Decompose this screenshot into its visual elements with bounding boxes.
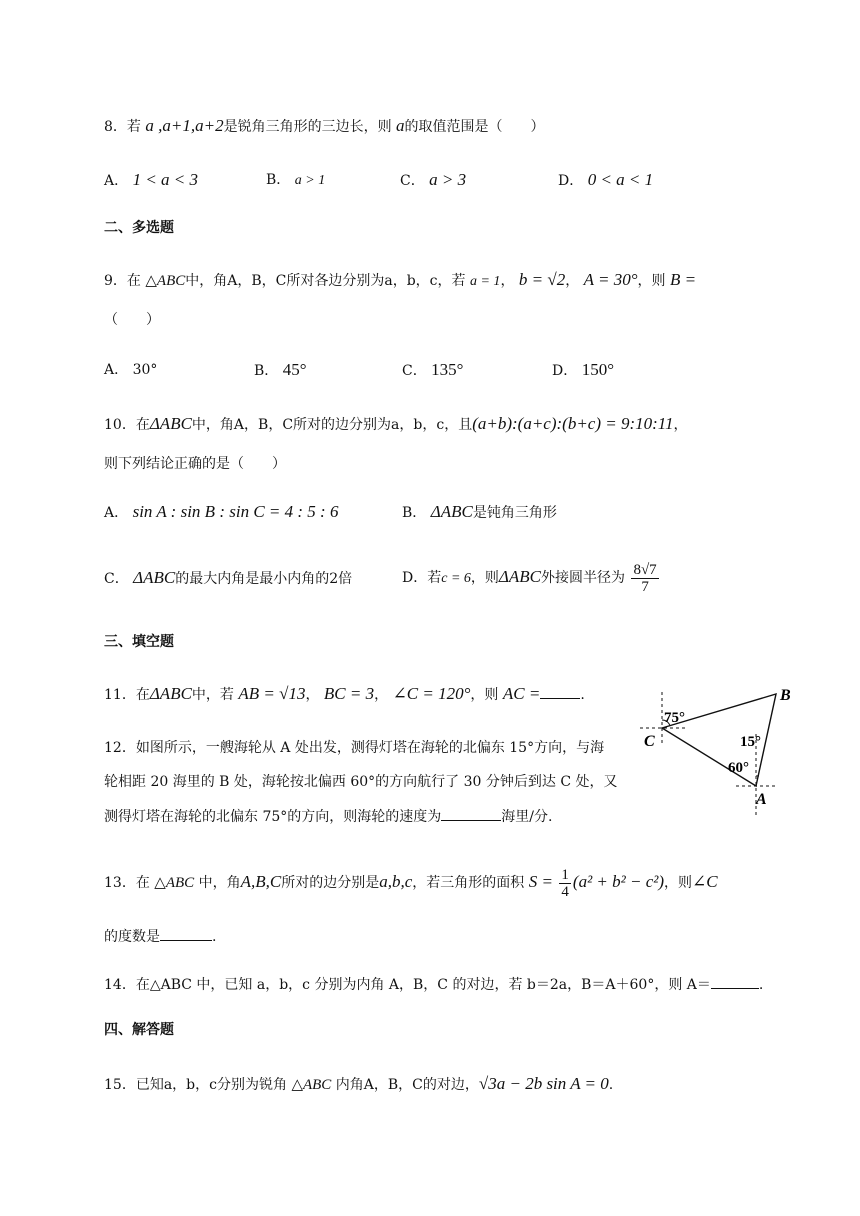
q10-triangle: ΔABC: [149, 414, 192, 433]
section-solutions: 四、解答题: [104, 1022, 174, 1038]
q13-text5: ，则: [664, 875, 693, 891]
q8-option-d-label: D．: [558, 173, 584, 189]
figure-label-a: A: [756, 791, 767, 808]
q8-option-b-math: a > 1: [294, 173, 326, 188]
q12-line3-text: 测得灯塔在海轮的北偏东 75°的方向，则海轮的速度为: [104, 809, 442, 825]
q15-triangle: △ABC: [291, 1077, 332, 1093]
q10-option-b-text: 是钝角三角形: [472, 505, 557, 521]
q8-option-d-math: 0 < a < 1: [587, 170, 654, 189]
q10-option-b-tri: ΔABC: [430, 502, 473, 521]
figure-label-b: B: [780, 687, 791, 704]
figure-angle-15: 15°: [740, 734, 761, 750]
q12-line3: [104, 806, 552, 827]
q10-option-c: [104, 568, 352, 589]
q13-text4: ，若三角形的面积: [412, 875, 525, 891]
q9-option-b-label: B．: [254, 363, 279, 379]
q13-text1: 在: [135, 875, 150, 891]
q13-angle-c: ∠C: [692, 872, 718, 891]
q8-option-a: [104, 170, 198, 191]
q9-cond-b: b = √2: [518, 270, 566, 289]
q10-option-b: [402, 502, 557, 523]
q9-option-c-label: C．: [402, 363, 427, 379]
q11-ask: AC =: [502, 684, 541, 703]
q10-option-d-numerator: 8√7: [633, 561, 657, 578]
q11-text2: 中，若: [191, 687, 234, 703]
q15-text2: a，b，c分别为锐角: [163, 1077, 287, 1093]
q13-line2-text: 的度数是: [104, 929, 160, 945]
q11-answer-blank[interactable]: [540, 684, 580, 699]
q9-option-a: [104, 360, 157, 380]
q10-option-d: [402, 558, 661, 598]
q13-text3: 所对的边分别是: [281, 875, 380, 891]
q10-option-c-label: C．: [104, 571, 129, 587]
q8-option-c-label: C．: [400, 173, 425, 189]
q15-text1: 已知: [135, 1077, 164, 1093]
q8-tail: 是锐角三角形的三边长，则: [223, 119, 392, 135]
q10-text3: A，B，C所对的边分别为: [233, 417, 392, 433]
q8-option-a-math: 1 < a < 3: [132, 170, 199, 189]
q9-text4: ，则: [637, 273, 666, 289]
q9-cond-a: a = 1: [469, 274, 501, 289]
question-13-line: [104, 860, 718, 905]
q15-text3: 内角A，B，C的对边，: [335, 1077, 479, 1093]
q11-triangle: ΔABC: [149, 684, 192, 703]
q9-text1: 在: [126, 273, 141, 289]
q10-option-d-cond: c = 6: [441, 571, 471, 586]
q9-ask: B =: [669, 270, 697, 289]
q13-line2: [104, 926, 216, 947]
q9-option-c-math: 135°: [431, 360, 464, 379]
q10-option-d-pre: 若: [427, 570, 442, 586]
q9-option-d-math: 150°: [581, 360, 614, 379]
q13-number: 13．: [104, 875, 136, 891]
q15-end: .: [608, 1077, 614, 1093]
q13-text2: 中，角: [198, 875, 241, 891]
q13-fraction-denominator: 4: [561, 883, 569, 900]
q10-option-d-denominator: 7: [641, 578, 649, 595]
q13-fraction: [559, 867, 571, 900]
q13-fraction-numerator: 1: [561, 866, 569, 883]
q8-var: a: [396, 116, 405, 135]
q11-end: .: [580, 687, 585, 703]
q8-number: 8．: [104, 119, 127, 135]
q11-cond-ab: AB = √13: [238, 684, 306, 703]
q10-option-d-mid: ，则: [470, 570, 499, 586]
q10-text4: a，b，c，且: [391, 417, 473, 433]
q9-triangle: △ABC: [145, 273, 186, 289]
q10-option-d-tri: ΔABC: [498, 567, 541, 586]
q11-number: 11．: [104, 687, 136, 703]
q8-option-a-label: A．: [104, 173, 129, 189]
q10-option-a: [104, 502, 338, 523]
q9-option-a-math: 30°: [132, 362, 158, 378]
q8-lead: 若: [126, 119, 141, 135]
q10-option-b-label: B．: [402, 505, 427, 521]
question-11-line: 11．在ΔABC中，若 AB = √13， BC = 3， ∠C = 120°，则 AC = .: [104, 684, 585, 703]
q10-text2: 中，角: [191, 417, 234, 433]
q9-option-d-label: D．: [552, 363, 578, 379]
figure-angle-75: 75°: [664, 710, 685, 726]
navigation-figure: [632, 684, 802, 826]
q10-option-a-math: sin A : sin B : sin C = 4 : 5 : 6: [132, 502, 339, 521]
q10-option-d-post: 外接圆半径为: [541, 570, 625, 586]
q9-text2: 中，角A，B，C所对各边分别为: [185, 273, 385, 289]
q8-option-c-math: a > 3: [429, 170, 467, 189]
q9-option-d: [552, 360, 614, 381]
figure-angle-60: 60°: [728, 760, 749, 776]
q10-line2: 则下列结论正确的是（ ）: [104, 456, 286, 472]
q13-vars-angles: A,B,C: [240, 872, 282, 891]
q15-number: 15．: [104, 1077, 136, 1093]
q13-answer-blank[interactable]: [160, 926, 212, 941]
q10-text1: 在: [135, 417, 150, 433]
q9-option-b-math: 45°: [282, 360, 307, 379]
q13-triangle: △ABC: [154, 875, 195, 891]
q15-equation: √3a − 2b sin A = 0: [478, 1074, 609, 1093]
q13-vars-sides: a,b,c: [379, 872, 413, 891]
q9-option-b: [254, 360, 307, 381]
q8-option-c: [400, 170, 466, 191]
q12-line2: 轮相距 20 海里的 B 处，海轮按北偏西 60°的方向航行了 30 分钟后到达 C 处，又: [104, 774, 618, 790]
q10-option-d-label: D．: [402, 570, 428, 586]
q12-line3-end: 海里/分.: [501, 809, 553, 825]
question-15-line: [104, 1074, 613, 1095]
q9-cond-A: A = 30°: [583, 270, 638, 289]
question-8-line: [104, 116, 545, 137]
q9-option-c: [402, 360, 463, 381]
q12-line1: 12．如图所示，一艘海轮从 A 处出发，测得灯塔在海轮的北偏东 15°方向，与海: [104, 740, 605, 756]
q10-option-c-tri: ΔABC: [133, 568, 176, 587]
question-9-line: 9．在 △ABC中，角A，B，C所对各边分别为a，b，c，若 a = 1， b = √2， A = 30°，则 B =: [104, 270, 697, 289]
q11-text3: ，则: [470, 687, 499, 703]
q13-area-expr: (a² + b² − c²): [572, 872, 665, 891]
figure-label-c: C: [644, 733, 655, 750]
section-multi-choice: 二、多选题: [104, 220, 174, 236]
q9-text3: a，b，c，若: [384, 273, 466, 289]
q13-area-symbol: S =: [528, 872, 553, 891]
q10-option-d-fraction: [631, 562, 658, 595]
q8-option-b-label: B．: [266, 172, 291, 188]
q10-number: 10．: [104, 417, 136, 433]
q10-option-c-text: 的最大内角是最小内角的2倍: [175, 571, 353, 587]
question-10-line: 10．在ΔABC中，角A，B，C所对的边分别为a，b，c，且(a+b):(a+c):(b+c) = 9:10:11，: [104, 414, 688, 433]
question-14-line: [104, 974, 763, 995]
q8-tail2: 的取值范围是（ ）: [404, 119, 545, 135]
q8-expr: a ,a+1,a+2: [145, 116, 224, 135]
q11-text1: 在: [135, 687, 150, 703]
q10-ratio: (a+b):(a+c):(b+c) = 9:10:11: [472, 414, 674, 433]
q14-text: 14．在△ABC 中，已知 a，b，c 分别为内角 A，B，C 的对边，若 b＝2a，B＝A＋60°，则 A＝: [104, 977, 711, 993]
q11-cond-bc: BC = 3: [323, 684, 375, 703]
q14-end: .: [758, 977, 764, 993]
q8-option-b: [266, 170, 325, 191]
section-fill-in: 三、填空题: [104, 634, 174, 650]
q11-cond-angle: ∠C = 120°: [392, 684, 471, 703]
q13-line2-end: .: [212, 929, 217, 945]
q14-answer-blank[interactable]: [711, 974, 759, 989]
q10-option-a-label: A．: [104, 505, 129, 521]
q12-answer-blank[interactable]: [441, 806, 501, 821]
q9-paren: （ ）: [104, 312, 160, 328]
q8-option-d: [558, 170, 653, 191]
q9-option-a-label: A．: [104, 362, 129, 378]
q9-number: 9．: [104, 273, 127, 289]
